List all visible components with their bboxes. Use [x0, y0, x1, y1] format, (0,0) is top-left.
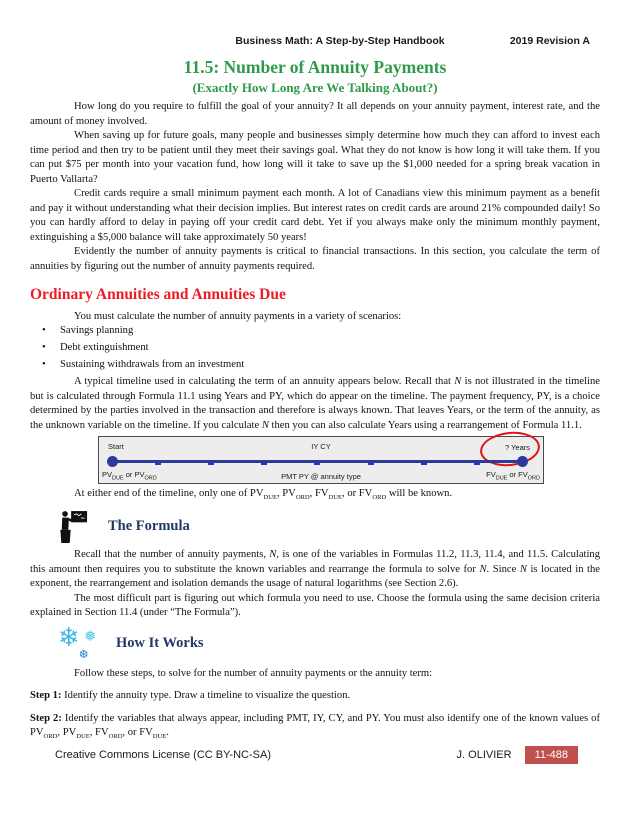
scenario-bullets	[30, 324, 600, 372]
timeline-years-label: ? Years	[504, 443, 530, 453]
step-1: Step 1: Identify the annuity type. Draw a timeline to visualize the question.	[30, 690, 351, 702]
page-number-badge: 11-488	[525, 746, 578, 764]
snowflake-small: ❆	[79, 647, 89, 661]
how-it-works-section-header	[58, 622, 600, 663]
list-item	[30, 358, 600, 372]
instructor-blackboard-icon	[58, 510, 88, 544]
formula-heading: The Formula	[108, 518, 190, 535]
step-2: Step 2: Identify the variables that always appear, including PMT, IY, CY, and PY. You must also identify one of the known values of $PV_{ORD}$, $PV_{DUE}$, $FV_{ORD}$, or $FV_{DUE}$.	[30, 712, 600, 741]
section-title: 11.5: Number of Annuity Payments	[183, 57, 447, 77]
bullet-text: Savings planning	[60, 325, 134, 337]
timeline-tick	[368, 463, 374, 465]
scenarios-lead: You must calculate the number of annuity payments in a variety of scenarios:	[74, 310, 402, 322]
heading-ordinary-annuities: Ordinary Annuities and Annuities Due	[30, 285, 286, 303]
at-either-end-note: At either end of the timeline, only one of $PV_{DUE}$, $PV_{ORD}$, $FV_{DUE}$, or $FV_{ORD}$ will be known.	[74, 488, 453, 502]
bullet-text: Debt extinguishment	[60, 342, 149, 354]
intro-paragraph-4: Evidently the number of annuity payments is critical to financial transactions. In this section, you calculate the term of annuities by figuring out the number of annuity payments required.	[30, 246, 600, 273]
snowflake-medium: ❅	[84, 626, 97, 645]
annuity-timeline-figure	[98, 436, 544, 484]
list-item	[30, 341, 600, 355]
timeline-tick	[314, 463, 320, 465]
revision-label: 2019 Revision A	[509, 35, 590, 47]
formula-paragraph-1: Recall that the number of annuity payments, N, is one of the variables in Formulas 11.2, 11.3, 11.4, and 11.5. Calculating this amount then requires you to substitute the known variables and rearrange the formula to solve for N. Since N is located in the exponent, the rearrangement and isolation demands the usage of natural logarithms (see Section 2.6).	[30, 548, 600, 590]
intro-paragraph-3: Credit cards require a small minimum payment each month. A lot of Canadians view this minimum payment as a benefit and pay it without understanding what their decision implies. But interest rates on credit cards are around 21% compounded daily! So you can hardly afford to delay in paying off your credit card debt. Yet if you always make only the minimum monthly payment, extinguishing a $5,000 balance will take approximately 50 years!	[30, 188, 600, 243]
footer-right	[457, 746, 578, 764]
license-text: Creative Commons License (CC BY-NC-SA)	[55, 749, 271, 761]
snowflake-large: ❄	[58, 622, 80, 653]
list-item	[30, 324, 600, 338]
how-it-works-heading: How It Works	[116, 635, 204, 652]
page-content	[30, 0, 600, 745]
timeline-tick	[155, 463, 161, 465]
formula-paragraph-2: The most difficult part is figuring out which formula you need to use. Choose the formula using the same decision criteria explained in Section 11.4 (under “The Formula”).	[30, 592, 600, 619]
steps-lead: Follow these steps, to solve for the number of annuity payments or the annuity term:	[74, 667, 433, 679]
page-footer	[55, 746, 578, 764]
timeline-start-label: Start	[108, 442, 124, 452]
book-title: Business Math: A Step-by-Step Handbook	[235, 35, 445, 47]
timeline-tick	[421, 463, 427, 465]
snowflakes-icon	[58, 622, 104, 663]
timeline-tick	[208, 463, 214, 465]
timeline-pv-label: $PV_{DUE}$ or $PV_{ORD}$	[102, 469, 157, 482]
author-name: J. OLIVIER	[456, 749, 512, 761]
formula-section-header	[58, 510, 600, 544]
intro-paragraph-2: When saving up for future goals, many people and businesses simply determine how much they can afford to invest each time period and then try to be patient until they meet their savings goal. What they do not know is how long it will take them. If you can put $75 per month into your vacation fund, how long will it take to save up the $1,000 needed for a spring break vacation in Puerto Vallarta?	[30, 130, 600, 185]
bullet-icon: •	[42, 359, 46, 371]
bullet-text: Sustaining withdrawals from an investment	[60, 359, 245, 371]
bullet-icon: •	[42, 342, 46, 354]
timeline-fv-label: $FV_{DUE}$ or $FV_{ORD}$	[486, 469, 540, 482]
timeline-paragraph: A typical timeline used in calculating the term of an annuity appears below. Recall that N is not illustrated in the timeline but is calculated through Formula 11.1 using Years and PY, which do appear on the timeline. The payment frequency, PY, is a choice determined by the parties involved in the transaction and therefore is always known. That leaves Years, or the term of the annuity, as the unknown variable on the timeline. If you calculate N then you can also calculate Years using a rearrangement of Formula 11.1.	[30, 376, 600, 431]
timeline-end-dot	[517, 456, 528, 467]
timeline-pmt-label: PMT PY @ annuity type	[281, 472, 361, 482]
timeline-tick	[261, 463, 267, 465]
intro-paragraph-1: How long do you require to fulfill the goal of your annuity? It all depends on your annuity payment, interest rate, and the amount of money involved.	[30, 101, 600, 127]
timeline-start-dot	[107, 456, 118, 467]
section-subtitle: (Exactly How Long Are We Talking About?)	[192, 80, 438, 95]
bullet-icon: •	[42, 325, 46, 337]
timeline-tick	[474, 463, 480, 465]
timeline-iy-cy-label: IY CY	[311, 442, 331, 452]
red-circle-annotation	[478, 429, 541, 469]
running-header	[30, 35, 600, 49]
